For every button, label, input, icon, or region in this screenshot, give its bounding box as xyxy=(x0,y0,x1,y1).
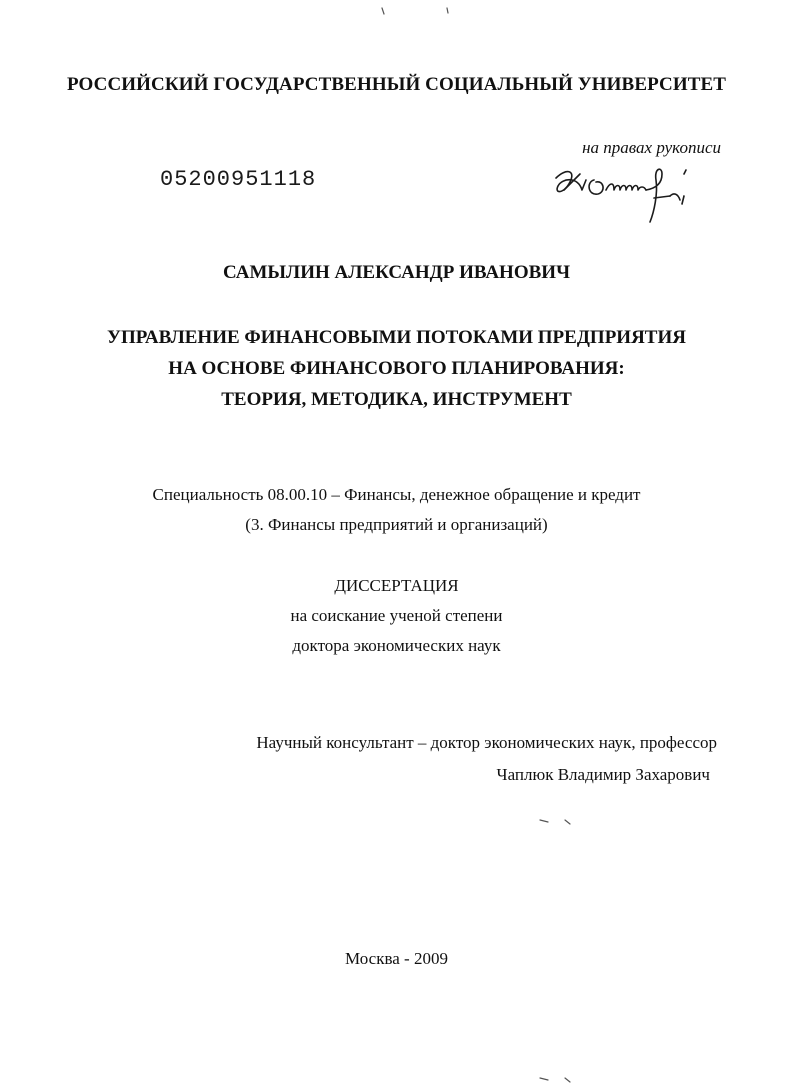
specialty-line: Специальность 08.00.10 – Финансы, денежное обращение и кредит xyxy=(152,485,641,504)
university-name: РОССИЙСКИЙ ГОСУДАРСТВЕННЫЙ СОЦИАЛЬНЫЙ УНИВЕРСИТЕТ xyxy=(66,74,727,95)
city-year: Москва - 2009 xyxy=(345,949,448,968)
dissertation-title-line-3: ТЕОРИЯ, МЕТОДИКА, ИНСТРУМЕНТ xyxy=(221,389,572,410)
dissertation-title-line-2: НА ОСНОВЕ ФИНАНСОВОГО ПЛАНИРОВАНИЯ: xyxy=(168,358,625,379)
consultant-name: Чаплюк Владимир Захарович xyxy=(496,765,710,784)
consultant-role: Научный консультант – доктор экономических наук, профессор xyxy=(256,733,717,752)
handwritten-signature xyxy=(550,160,730,235)
author-name: САМЫЛИН АЛЕКСАНДР ИВАНОВИЧ xyxy=(222,262,571,283)
rights-note: на правах рукописи xyxy=(582,138,721,157)
degree-line-2: доктора экономических наук xyxy=(292,636,501,655)
degree-line-1: на соискание ученой степени xyxy=(290,606,503,625)
dissertation-title-line-1: УПРАВЛЕНИЕ ФИНАНСОВЫМИ ПОТОКАМИ ПРЕДПРИЯТИЯ xyxy=(107,327,686,348)
document-id: 05200951118 xyxy=(160,167,317,192)
specialty-subline: (3. Финансы предприятий и организаций) xyxy=(245,515,548,534)
document-type: ДИССЕРТАЦИЯ xyxy=(334,576,459,595)
